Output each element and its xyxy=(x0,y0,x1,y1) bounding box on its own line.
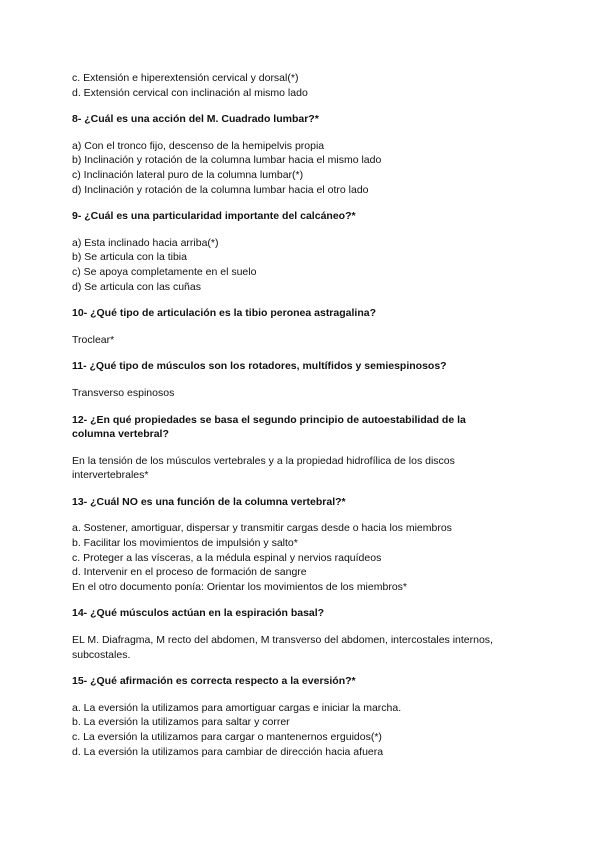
question-title: 11- ¿Qué tipo de músculos son los rotadores, multífidos y semiespinosos? xyxy=(72,360,447,373)
answer-option: d. La eversión la utilizamos para cambiar de dirección hacia afuera xyxy=(72,745,384,758)
continued-options xyxy=(72,71,542,100)
answer-option: c) Se apoya completamente en el suelo xyxy=(72,265,257,278)
answer-option: d. Extensión cervical con inclinación al mismo lado xyxy=(72,86,308,99)
question-title: 14- ¿Qué músculos actúan en la espiración basal? xyxy=(72,607,325,620)
question-9 xyxy=(72,209,542,294)
answer-option: c. La eversión la utilizamos para cargar o mantenernos erguidos(*) xyxy=(72,731,382,743)
answer-option: a. La eversión la utilizamos para amortiguar cargas e iniciar la marcha. xyxy=(72,701,402,714)
answer-text: Troclear* xyxy=(72,333,115,346)
question-title: 13- ¿Cuál NO es una función de la columna vertebral?* xyxy=(72,495,346,508)
answer-option: a) Esta inclinado hacia arriba(*) xyxy=(72,236,219,249)
question-14 xyxy=(72,606,542,662)
answer-option: b) Inclinación y rotación de la columna lumbar hacia el mismo lado xyxy=(72,154,382,167)
answer-option: b) Se articula con la tibia xyxy=(72,251,187,264)
question-title: 9- ¿Cuál es una particularidad importante del calcáneo?* xyxy=(72,210,356,223)
answer-option: c) Inclinación lateral puro de la columna lumbar(*) xyxy=(72,168,304,181)
question-title: 12- ¿En qué propiedades se basa el segundo principio de autoestabilidad de la columna vertebral? xyxy=(72,413,466,441)
answer-option: c. Extensión e hiperextensión cervical y dorsal(*) xyxy=(72,72,299,84)
question-title: 15- ¿Qué afirmación es correcta respecto a la eversión?* xyxy=(72,675,356,688)
question-title: 8- ¿Cuál es una acción del M. Cuadrado lumbar?* xyxy=(72,113,319,126)
answer-note: En el otro documento ponía: Orientar los movimientos de los miembros* xyxy=(72,580,407,593)
question-8 xyxy=(72,112,542,197)
question-10 xyxy=(72,306,542,347)
question-15 xyxy=(72,674,542,759)
answer-option: b. Facilitar los movimientos de impulsión y salto* xyxy=(72,537,298,550)
answer-option: c. Proteger a las vísceras, a la médula espinal y nervios raquídeos xyxy=(72,551,382,564)
question-11 xyxy=(72,359,542,400)
answer-option: b. La eversión la utilizamos para saltar y correr xyxy=(72,716,290,729)
answer-text: En la tensión de los músculos vertebrales y a la propiedad hidrofílica de los discos intervertebrales* xyxy=(72,454,455,482)
answer-option: a) Con el tronco fijo, descenso de la hemipelvis propia xyxy=(72,139,325,152)
answer-option: d. Intervenir en el proceso de formación de sangre xyxy=(72,566,307,579)
answer-option: a. Sostener, amortiguar, dispersar y transmitir cargas desde o hacia los miembros xyxy=(72,522,452,535)
question-12 xyxy=(72,413,542,483)
document-page xyxy=(72,71,542,759)
question-13 xyxy=(72,495,542,595)
question-title: 10- ¿Qué tipo de articulación es la tibio peronea astragalina? xyxy=(72,307,376,320)
answer-option: d) Inclinación y rotación de la columna lumbar hacia el otro lado xyxy=(72,183,369,196)
answer-option: d) Se articula con las cuñas xyxy=(72,280,201,293)
answer-text: Transverso espinosos xyxy=(72,386,175,399)
answer-text: EL M. Diafragma, M recto del abdomen, M transverso del abdomen, intercostales internos, subcostales. xyxy=(72,634,493,661)
